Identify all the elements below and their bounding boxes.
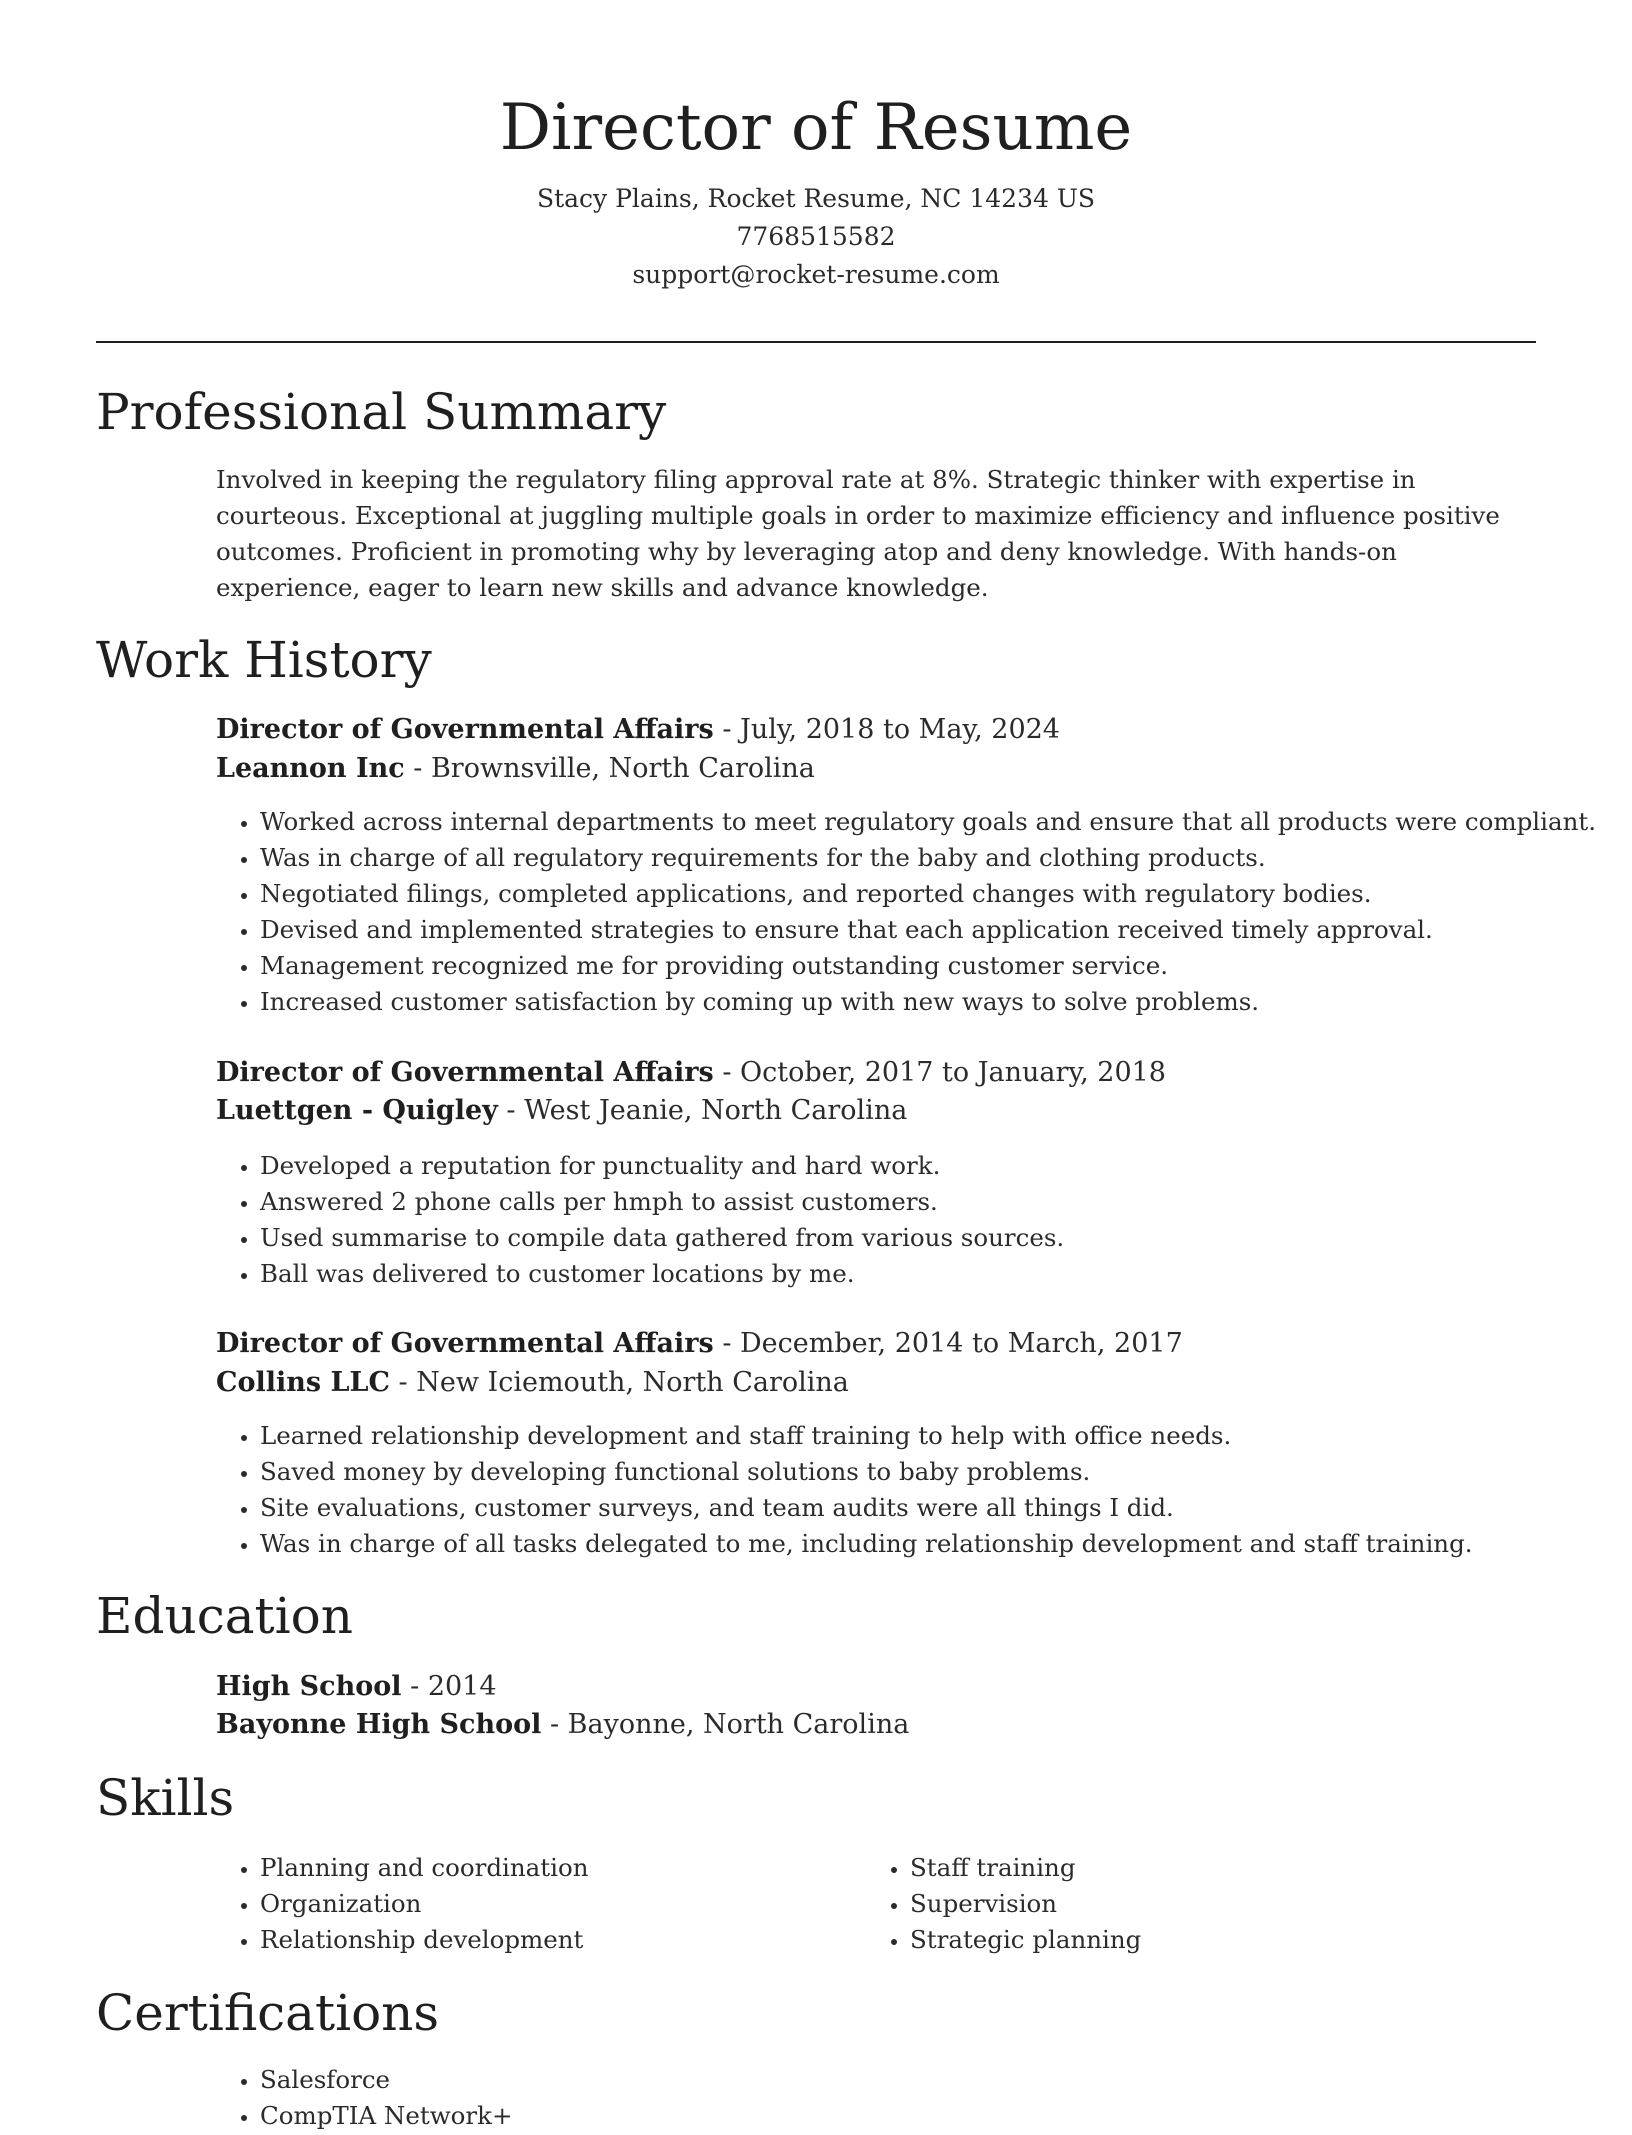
resume-header <box>96 80 1536 294</box>
contact-address: Stacy Plains, Rocket Resume, NC 14234 US <box>536 184 1096 213</box>
list-item: • Was in charge of all regulatory requirements for the baby and clothing products. <box>260 840 1596 876</box>
list-item: • Negotiated filings, completed applications, and reported changes with regulatory bodies. <box>260 876 1596 912</box>
skills-list-left <box>216 1850 588 1958</box>
list-item: • Increased customer satisfaction by coming up with new ways to solve problems. <box>260 984 1596 1020</box>
job-dates: - December, 2014 to March, 2017 <box>713 1328 1183 1359</box>
skill-item: • Supervision <box>910 1886 1141 1922</box>
skill-item: • Staff training <box>910 1850 1141 1886</box>
job-dates: - July, 2018 to May, 2024 <box>713 714 1060 745</box>
list-item: • Ball was delivered to customer locations by me. <box>260 1256 1064 1292</box>
section-title-skills: Skills <box>96 1769 235 1827</box>
job-title-line <box>216 1325 1183 1363</box>
section-title-certifications: Certifications <box>96 1984 440 2042</box>
certification-item: • CompTIA Network+ <box>260 2098 513 2134</box>
job-bullets <box>216 1418 1473 1562</box>
job-company-line <box>216 1364 849 1402</box>
skill-item: • Organization <box>260 1886 588 1922</box>
contact-phone: 7768515582 <box>736 222 896 251</box>
list-item: • Management recognized me for providing outstanding customer service. <box>260 948 1596 984</box>
job-location: - Brownsville, North Carolina <box>404 753 815 784</box>
list-item: • Used summarise to compile data gathered from various sources. <box>260 1220 1064 1256</box>
job-company: Leannon Inc <box>216 753 405 784</box>
skills-list-right <box>866 1850 1141 1958</box>
list-item: • Devised and implemented strategies to ensure that each application received timely approval. <box>260 912 1596 948</box>
job-role: Director of Governmental Affairs <box>216 1328 714 1359</box>
job-bullets <box>216 804 1596 1020</box>
education-degree-line <box>216 1668 497 1706</box>
job-company-line <box>216 750 815 788</box>
contact-info <box>96 180 1536 294</box>
education-school-line <box>216 1706 909 1744</box>
resume-name: Director of Resume <box>499 91 1133 165</box>
job-bullets <box>216 1148 1064 1292</box>
job-title-line <box>216 711 1060 749</box>
education-year: - 2014 <box>401 1671 497 1702</box>
skill-item: • Relationship development <box>260 1922 588 1958</box>
list-item: • Worked across internal departments to meet regulatory goals and ensure that all products were compliant. <box>260 804 1596 840</box>
job-company: Collins LLC <box>216 1367 390 1398</box>
job-location: - New Iciemouth, North Carolina <box>389 1367 849 1398</box>
education-degree: High School <box>216 1671 402 1702</box>
list-item: • Site evaluations, customer surveys, and team audits were all things I did. <box>260 1490 1473 1526</box>
skill-item: • Planning and coordination <box>260 1850 588 1886</box>
list-item: • Developed a reputation for punctuality and hard work. <box>260 1148 1064 1184</box>
job-role: Director of Governmental Affairs <box>216 1057 714 1088</box>
list-item: • Was in charge of all tasks delegated to me, including relationship development and staff training. <box>260 1526 1473 1562</box>
education-location: - Bayonne, North Carolina <box>541 1709 910 1740</box>
section-title-education: Education <box>96 1587 353 1645</box>
education-school: Bayonne High School <box>216 1709 542 1740</box>
job-company-line <box>216 1092 907 1130</box>
job-dates: - October, 2017 to January, 2018 <box>713 1057 1166 1088</box>
header-divider <box>96 341 1536 343</box>
job-location: - West Jeanie, North Carolina <box>497 1095 908 1126</box>
skill-item: • Strategic planning <box>910 1922 1141 1958</box>
job-company: Luettgen - Quigley <box>216 1095 498 1126</box>
certification-item: • Salesforce <box>260 2062 513 2098</box>
certifications-list <box>216 2062 513 2134</box>
list-item: • Answered 2 phone calls per hmph to assist customers. <box>260 1184 1064 1220</box>
job-title-line <box>216 1054 1166 1092</box>
contact-email: support@rocket-resume.com <box>632 260 1000 289</box>
list-item: • Learned relationship development and staff training to help with office needs. <box>260 1418 1473 1454</box>
summary-text: Involved in keeping the regulatory filing approval rate at 8%. Strategic thinker with expertise in courteous. Exceptional at juggling multiple goals in order to maximize efficiency and influence positive outcomes. Proficient in promoting why by leveraging atop and deny knowledge. With hands-on experience, eager to learn new skills and advance knowledge. <box>216 465 1500 602</box>
job-role: Director of Governmental Affairs <box>216 714 714 745</box>
section-title-work-history: Work History <box>96 631 432 689</box>
list-item: • Saved money by developing functional solutions to baby problems. <box>260 1454 1473 1490</box>
section-title-summary: Professional Summary <box>96 383 667 441</box>
